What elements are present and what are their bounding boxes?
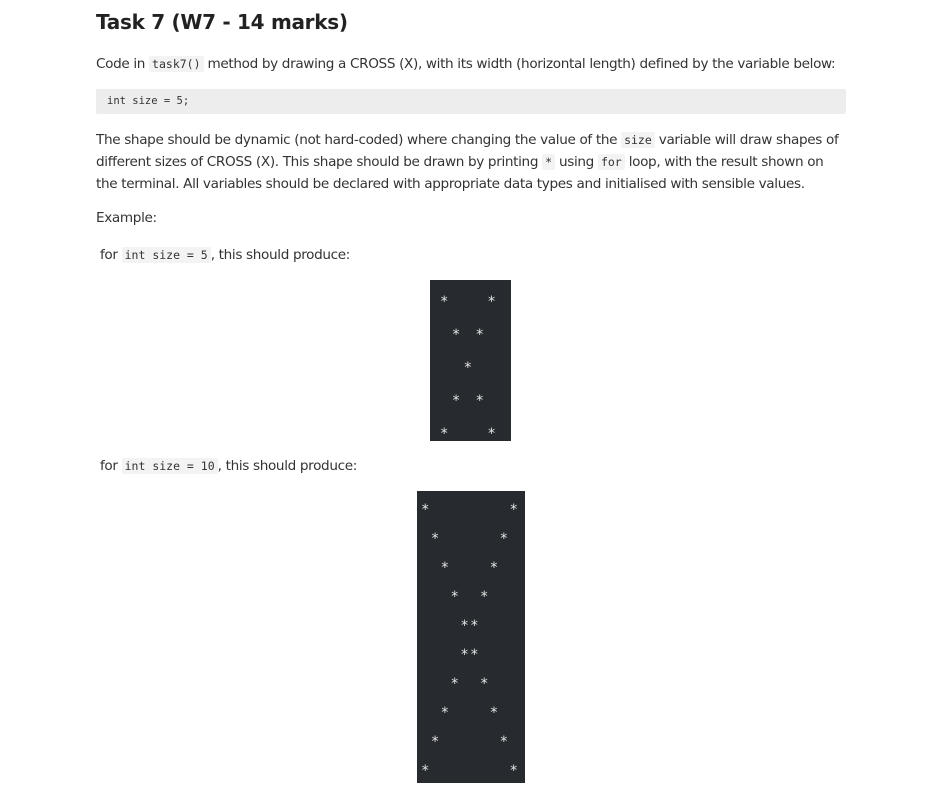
- description-text-2: variable will draw shapes of different sizes of CROSS (X). This shape should be drawn by printing: [96, 132, 839, 170]
- intro-paragraph: [96, 53, 856, 75]
- inline-code-size: size: [621, 132, 655, 148]
- code-block-size-declaration: int size = 5;: [96, 89, 846, 114]
- example-size-10-suffix: , this should produce:: [217, 458, 357, 474]
- example-size-10-caption: [100, 455, 357, 477]
- inline-code-for: for: [598, 154, 625, 170]
- description-text-3: using: [555, 154, 598, 170]
- example-size-5-prefix: for: [100, 247, 122, 263]
- intro-text-before: Code in: [96, 56, 150, 72]
- inline-code-size-10: int size = 10: [122, 458, 218, 474]
- description-text-4: loop, with the result shown on the terminal. All variables should be declared with appropriate data types and initialised with sensible values.: [96, 154, 824, 192]
- terminal-output-size-5: * * * * * * * * *: [430, 280, 511, 441]
- description-text-1: The shape should be dynamic (not hard-coded) where changing the value of the: [96, 132, 622, 148]
- inline-code-star: *: [542, 154, 555, 170]
- intro-text-after: method by drawing a CROSS (X), with its width (horizontal length) defined by the variable below:: [203, 56, 836, 72]
- example-size-5-suffix: , this should produce:: [210, 247, 351, 263]
- example-size-5-caption: [100, 244, 350, 266]
- inline-code-task7: task7(): [149, 56, 203, 72]
- example-label: Example:: [96, 210, 157, 226]
- example-size-10-prefix: for: [100, 458, 122, 474]
- inline-code-size-5: int size = 5: [122, 247, 211, 263]
- terminal-output-size-10: * * * * * * * * ** ** * * * * * * * *: [417, 491, 525, 783]
- description-paragraph: [96, 129, 848, 195]
- page-title: Task 7 (W7 - 14 marks): [96, 10, 348, 34]
